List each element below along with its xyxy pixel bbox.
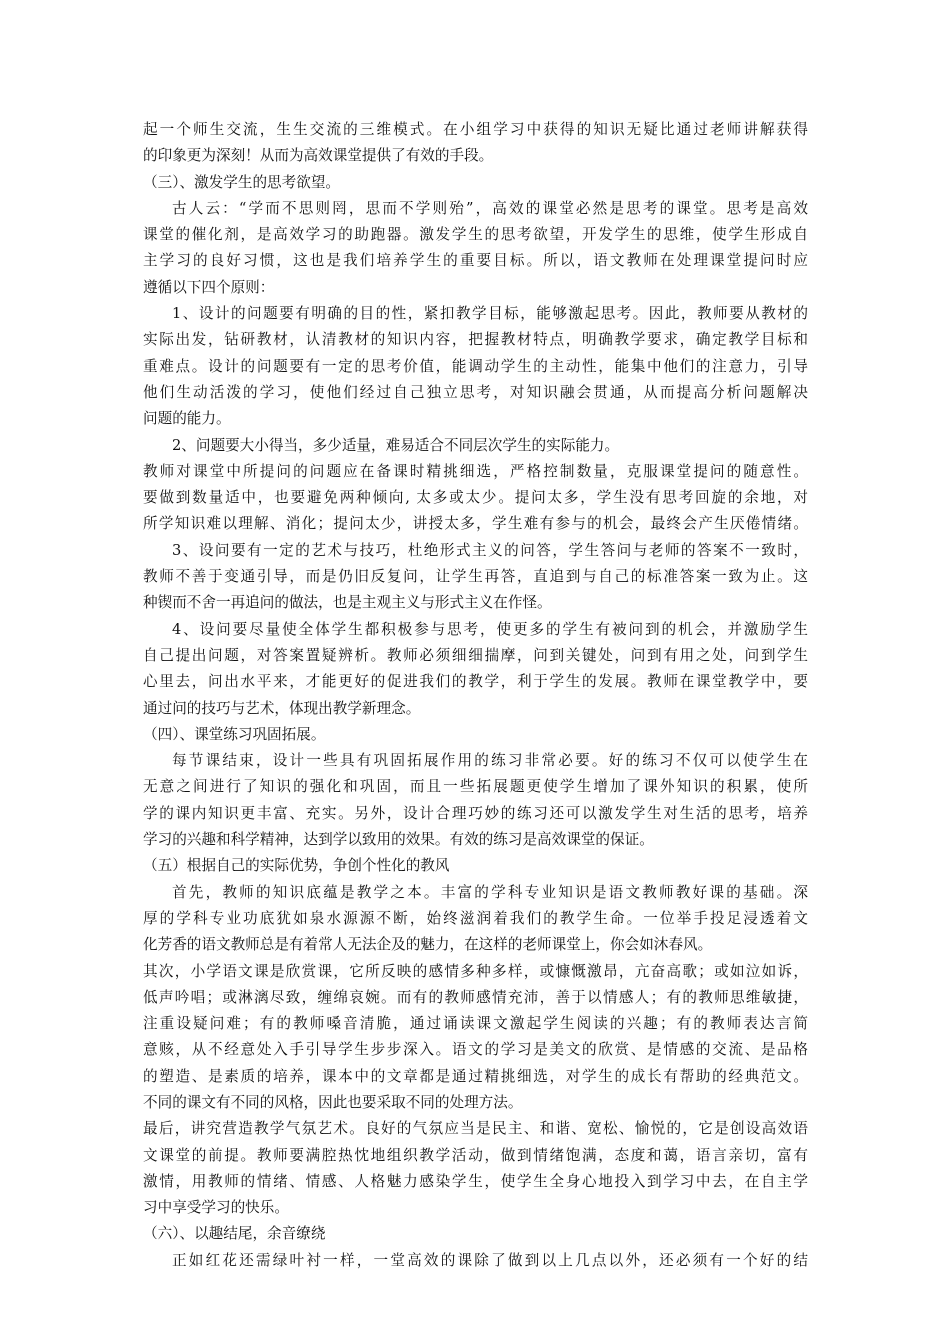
text-line: 种锲而不舍一再追问的做法，也是主观主义与形式主义在作怪。 — [143, 594, 552, 612]
text-line: 文课堂的前提。教师要满腔热忱地组织教学活动，做到情绪饱满，态度和蔼，语言亲切，富有 — [143, 1146, 808, 1164]
text-line: 1、设计的问题要有明确的目的性，紧扣教学目标，能够激起思考。因此，教师要从教材的 — [172, 305, 808, 323]
text-line: 遵循以下四个原则： — [143, 278, 275, 296]
text-line: 问题的能力。 — [143, 410, 231, 428]
text-line: 首先，教师的知识底蕴是教学之本。丰富的学科专业知识是语文教师教好课的基础。深 — [172, 883, 808, 901]
text-line: 心里去，问出水平来，才能更好的促进我们的教学，利于学生的发展。教师在课堂教学中，要 — [143, 673, 808, 691]
text-line: 4、设问要尽量使全体学生都积极参与思考，使更多的学生有被问到的机会，并激励学生 — [172, 620, 808, 638]
text-line: 他们生动活泼的学习，使他们经过自己独立思考，对知识融会贯通，从而提高分析问题解决 — [143, 383, 808, 401]
text-line: 实际出发，钻研教材，认清教材的知识内容，把握教材特点，明确教学要求，确定教学目标和 — [143, 331, 808, 349]
text-line: （五）根据自己的实际优势，争创个性化的教风 — [143, 857, 450, 875]
text-line: 激情，用教师的情绪、情感、人格魅力感染学生，使学生全身心地投入到学习中去，在自主学 — [143, 1172, 808, 1190]
text-line: 学的课内知识更丰富、充实。另外，设计合理巧妙的练习还可以激发学生对生活的思考，培养 — [143, 804, 808, 822]
text-line: 化芳香的语文教师总是有着常人无法企及的魅力，在这样的老师课堂上，你会如沐春风。 — [143, 936, 713, 954]
text-line: （四）、课堂练习巩固拓展。 — [143, 725, 326, 743]
text-line: 教师对课堂中所提问的问题应在备课时精挑细选，严格控制数量，克服课堂提问的随意性。 — [143, 462, 808, 480]
text-line: 注重设疑问难；有的教师嗓音清脆，通过诵读课文激起学生阅读的兴趣；有的教师表达言简 — [143, 1015, 808, 1033]
text-line: 的印象更为深刻！从而为高效课堂提供了有效的手段。 — [143, 147, 494, 165]
text-line: 每节课结束，设计一些具有巩固拓展作用的练习非常必要。好的练习不仅可以使学生在 — [172, 752, 808, 770]
text-line: 无意之间进行了知识的强化和巩固，而且一些拓展题更使学生增加了课外知识的积累，使所 — [143, 778, 808, 796]
text-line: 课堂的催化剂，是高效学习的助跑器。激发学生的思考欲望，开发学生的思维，使学生形成自 — [143, 226, 808, 244]
text-line: 低声吟唱；或淋漓尽致，缠绵哀婉。而有的教师感情充沛，善于以情感人；有的教师思维敏捷， — [143, 988, 808, 1006]
text-line: （三）、激发学生的思考欲望。 — [143, 173, 341, 191]
text-line: 最后，讲究营造教学气氛艺术。良好的气氛应当是民主、和谐、宽松、愉悦的，它是创设高效语 — [143, 1120, 808, 1138]
text-line: 通过问的技巧与艺术，体现出教学新理念。 — [143, 699, 421, 717]
text-line: 学习的兴趣和科学精神，达到学以致用的效果。有效的练习是高效课堂的保证。 — [143, 831, 654, 849]
text-line: 自己提出问题，对答案置疑辨析。教师必须细细揣摩，问到关键处，问到有用之处，问到学生 — [143, 646, 808, 664]
text-line: 重难点。设计的问题要有一定的思考价值，能调动学生的主动性，能集中他们的注意力，引导 — [143, 357, 808, 375]
text-line: 意赅，从不经意处入手引导学生步步深入。语文的学习是美文的欣赏、是情感的交流、是品格 — [143, 1041, 808, 1059]
text-line: 教师不善于变通引导，而是仍旧反复问，让学生再答，直追到与自己的标准答案一致为止。这 — [143, 568, 808, 586]
text-line: 的塑造、是素质的培养，课本中的文章都是通过精挑细选，对学生的成长有帮助的经典范文。 — [143, 1067, 808, 1085]
document-body — [143, 117, 808, 1274]
text-line: 厚的学科专业功底犹如泉水源源不断，始终滋润着我们的教学生命。一位举手投足浸透着文 — [143, 909, 808, 927]
text-line: 所学知识难以理解、消化；提问太少，讲授太多，学生难有参与的机会，最终会产生厌倦情绪。 — [143, 515, 808, 533]
text-line: 3、设问要有一定的艺术与技巧，杜绝形式主义的问答，学生答问与老师的答案不一致时， — [172, 541, 808, 559]
text-line: 习中享受学习的快乐。 — [143, 1199, 289, 1217]
text-line: 起一个师生交流，生生交流的三维模式。在小组学习中获得的知识无疑比通过老师讲解获得 — [143, 121, 808, 138]
text-line: 主学习的良好习惯，这也是我们培养学生的重要目标。所以，语文教师在处理课堂提问时应 — [143, 252, 808, 270]
text-line: 其次，小学语文课是欣赏课，它所反映的感情多种多样，或慷慨激昂，亢奋高歌；或如泣如诉， — [143, 962, 808, 980]
text-line: 2、问题要大小得当，多少适量，难易适合不同层次学生的实际能力。 — [172, 436, 620, 454]
text-line: （六）、以趣结尾，余音缭绕 — [143, 1225, 326, 1243]
text-line: 不同的课文有不同的风格，因此也要采取不同的处理方法。 — [143, 1093, 523, 1111]
text-line: 要做到数量适中，也要避免两种倾向, 太多或太少。提问太多，学生没有思考回旋的余地，对 — [143, 489, 808, 507]
text-line: 正如红花还需绿叶衬一样，一堂高效的课除了做到以上几点以外，还必须有一个好的结 — [172, 1251, 808, 1269]
text-line: 古人云：“学而不思则罔，思而不学则殆”，高效的课堂必然是思考的课堂。思考是高效 — [172, 199, 808, 217]
